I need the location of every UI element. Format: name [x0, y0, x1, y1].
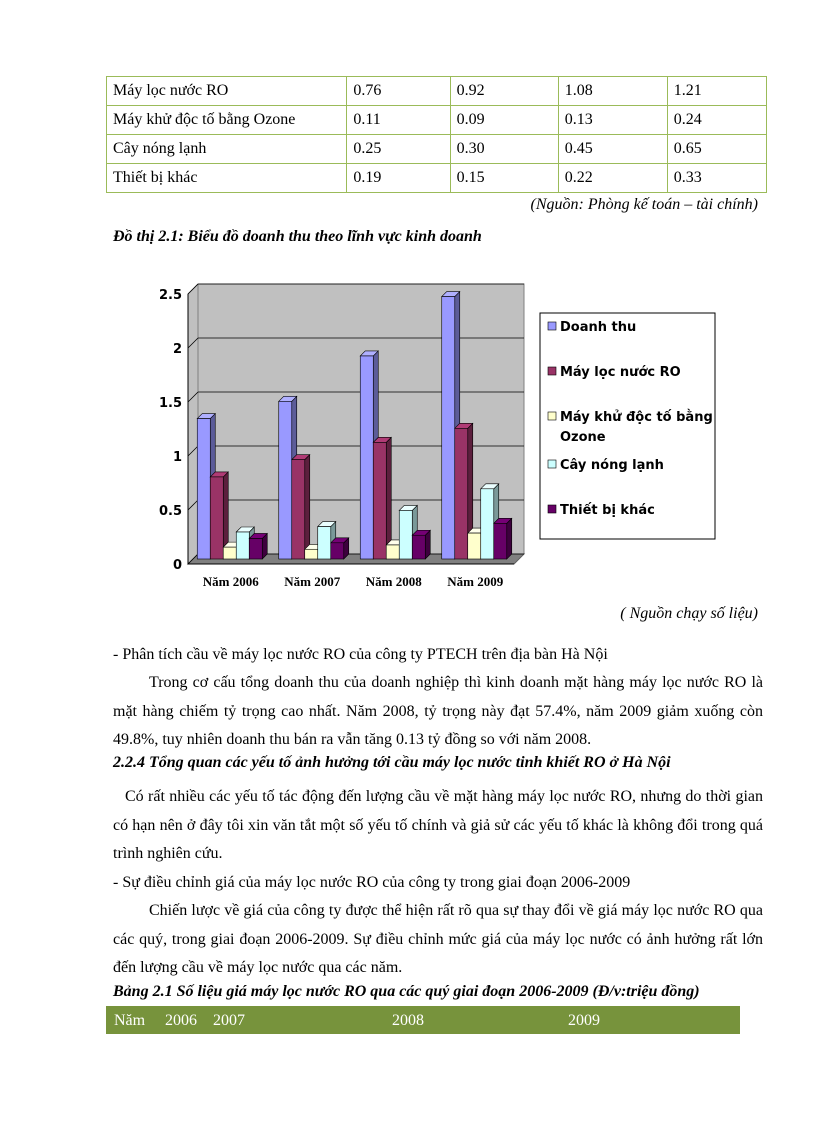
legend-label: Máy khử độc tố bằng [560, 410, 713, 425]
y-tick-label: 0.5 [158, 504, 182, 519]
row-value: 0.45 [558, 135, 667, 164]
legend-swatch [548, 460, 556, 468]
legend-swatch [548, 412, 556, 420]
row-value: 0.30 [450, 135, 558, 164]
bar [210, 477, 223, 559]
bar [197, 419, 210, 559]
bar [399, 510, 412, 559]
x-tick-label: Năm 2007 [284, 574, 341, 589]
legend-label: Máy lọc nước RO [560, 365, 681, 380]
bar [279, 401, 292, 559]
bar [373, 442, 386, 559]
row-value: 1.08 [558, 77, 667, 106]
table2-header-2008: 2008 [392, 1012, 424, 1029]
y-tick-label: 1.5 [158, 396, 182, 411]
table2-caption: Bảng 2.1 Số liệu giá máy lọc nước RO qua các quý giai đoạn 2006-2009 (Đ/v:triệu đồng) [113, 983, 700, 1000]
bar-side [507, 518, 512, 559]
chart-source: ( Nguồn chạy số liệu) [620, 605, 758, 622]
row-label: Thiết bị khác [107, 164, 347, 193]
table2-header-2006: 2006 [165, 1012, 197, 1029]
bar [236, 532, 249, 559]
row-value: 0.13 [558, 106, 667, 135]
row-value: 0.25 [347, 135, 450, 164]
row-value: 0.24 [667, 106, 766, 135]
bar [292, 460, 305, 559]
row-value: 0.19 [347, 164, 450, 193]
x-tick-label: Năm 2006 [202, 574, 259, 589]
paragraph-factors: Có rất nhiều các yếu tố tác động đến lượng cầu về mặt hàng máy lọc nước RO, nhưng do thời gian có hạn nên ở đây tôi xin văn tắt một số yếu tố chính và giả sử các yếu tố khác là không đổi trong quá trình nghiên cứu. [113, 788, 763, 862]
bar [412, 535, 425, 559]
legend-swatch [548, 322, 556, 330]
legend-swatch [548, 505, 556, 513]
bar [468, 533, 481, 559]
table2-header [106, 1006, 740, 1034]
legend-label: Cây nóng lạnh [560, 458, 664, 473]
bar [360, 356, 373, 559]
row-label: Cây nóng lạnh [107, 135, 347, 164]
legend-label: Thiết bị khác [560, 503, 655, 518]
bar [481, 489, 494, 559]
y-tick-label: 2.5 [158, 288, 182, 303]
bar [305, 549, 318, 559]
paragraph-price-adjustment: - Sự điều chỉnh giá của máy lọc nước RO của công ty trong giai đoạn 2006-2009 [113, 874, 631, 891]
paragraph-analysis-title: - Phân tích cầu về máy lọc nước RO của công ty PTECH trên địa bàn Hà Nội [113, 646, 608, 663]
section-heading: 2.2.4 Tổng quan các yếu tố ảnh hưởng tới cầu máy lọc nước tinh khiết RO ở Hà Nội [113, 754, 671, 771]
paragraph-revenue-share: Trong cơ cấu tổng doanh thu của doanh nghiệp thì kinh doanh mặt hàng máy lọc nước RO là mặt hàng chiếm tỷ trọng cao nhất. Năm 2008, tỷ trọng này đạt 57.4%, năm 2009 giảm xuống còn 49.8%, tuy nhiên doanh thu bán ra vẫn tăng 0.13 tỷ đồng so với năm 2008. [113, 674, 763, 748]
x-tick-label: Năm 2009 [447, 574, 504, 589]
row-value: 0.15 [450, 164, 558, 193]
bar [455, 428, 468, 559]
legend-swatch [548, 367, 556, 375]
row-value: 0.11 [347, 106, 450, 135]
x-tick-label: Năm 2008 [365, 574, 422, 589]
table2-header-2007: 2007 [213, 1012, 245, 1029]
table2-header-year: Năm [114, 1012, 146, 1029]
row-value: 1.21 [667, 77, 766, 106]
row-value: 0.22 [558, 164, 667, 193]
bar [442, 297, 455, 559]
bar [223, 547, 236, 559]
legend-label: Ozone [560, 430, 606, 445]
row-value: 0.09 [450, 106, 558, 135]
y-tick-label: 2 [172, 342, 182, 357]
row-value: 0.33 [667, 164, 766, 193]
paragraph-price-strategy: Chiến lược về giá của công ty được thể hiện rất rõ qua sự thay đổi về giá máy lọc nước RO qua các quý, trong giai đoạn 2006-2009. Sự điều chỉnh mức giá của máy lọc nước có ảnh hưởng rất lớn đến lượng cầu về máy lọc nước qua các năm. [113, 902, 763, 976]
chart-caption: Đồ thị 2.1: Biểu đồ doanh thu theo lĩnh vực kinh doanh [113, 228, 482, 245]
bar [318, 527, 331, 559]
legend-label: Doanh thu [560, 320, 637, 335]
bar [386, 545, 399, 559]
bar [494, 523, 507, 559]
y-tick-label: 0 [172, 558, 182, 573]
bar [331, 543, 344, 559]
table2-header-2009: 2009 [568, 1012, 600, 1029]
row-value: 0.92 [450, 77, 558, 106]
table-source: (Nguồn: Phòng kế toán – tài chính) [530, 196, 758, 213]
y-tick-label: 1 [172, 450, 182, 465]
row-value: 0.65 [667, 135, 766, 164]
bar-side [305, 455, 310, 559]
row-label: Máy lọc nước RO [107, 77, 347, 106]
bar [249, 538, 262, 559]
row-value: 0.76 [347, 77, 450, 106]
row-label: Máy khử độc tố bằng Ozone [107, 106, 347, 135]
